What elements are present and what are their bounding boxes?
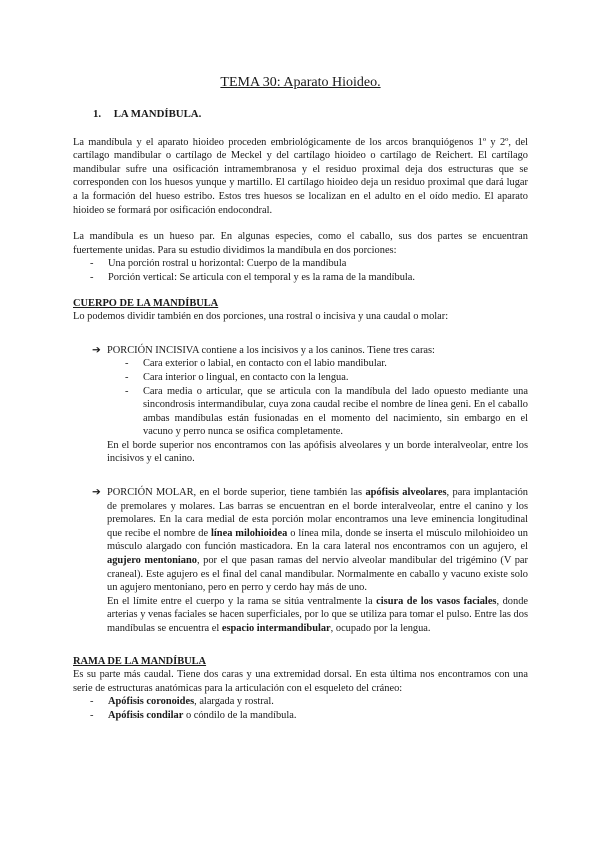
- arrow-icon: ➔: [92, 344, 101, 356]
- heading-rama: RAMA DE LA MANDÍBULA: [73, 655, 207, 667]
- document-page: [73, 74, 528, 723]
- heading-cuerpo: CUERPO DE LA MANDÍBULA: [73, 297, 219, 309]
- term-cisura-vasos-faciales: cisura de los vasos faciales: [376, 595, 497, 607]
- list-item: [125, 357, 528, 371]
- incisiva-after: En el borde superior nos encontramos con las apófisis alveolares y un borde interalveolar, entre los incisivos y el canino.: [107, 439, 528, 465]
- page-title: TEMA 30: Aparato Hioideo.: [220, 75, 381, 90]
- list-item-text: Cara exterior o labial, en contacto con el labio mandibular.: [143, 358, 387, 370]
- section-number: 1.: [93, 108, 102, 120]
- list-item: [90, 271, 528, 285]
- list-item-text: Porción vertical: Se articula con el temporal y es la rama de la mandíbula.: [108, 271, 415, 283]
- portions-list: [73, 257, 528, 284]
- rama-list: [73, 695, 528, 722]
- incisiva-block: [73, 344, 528, 466]
- term-linea-milohioidea: línea milohioidea: [211, 527, 288, 539]
- list-item-text: Cara media o articular, que se articula con la mandíbula del lado opuesto mediante una sincondrosis intermandibular, cuya zona caudal recibe el nombre de línea geni. En el caballo ambas mandíbulas están fusionadas en el momento del nacimiento, sin embargo en el vacuno y perro nunca se osifica completamente.: [143, 385, 528, 438]
- dash-bullet: -: [125, 371, 129, 383]
- incisiva-faces-list: [107, 357, 528, 439]
- term-apofisis-alveolares: apófisis alveolares: [365, 487, 447, 499]
- list-item: - Apófisis coronoides, alargada y rostral.: [90, 696, 274, 708]
- section-heading-mandibula: [93, 108, 528, 122]
- paragraph-cuerpo-intro: Lo podemos dividir también en dos porciones, una rostral o incisiva y una caudal o molar:: [73, 311, 449, 323]
- dash-bullet: -: [125, 385, 129, 397]
- paragraph-embryology: La mandíbula y el aparato hioideo proceden embriológicamente de los arcos branquiógenos 1º y 2º, del cartílago mandibular o cartílago de Meckel y del cartílago hioideo o cartílago de Reichert. El cartílago mandibular sufre una osificación intramembranosa y el residuo proximal deja dos estructuras que se corresponden con los huesos yunque y martillo. El cartílago hioideo deja un residuo proximal que dará lugar a la formación del hueso estribo. Estos tres huesos se localizan en el adulto en el oído medio. El aparato hioideo se formará por osificación endocondral.: [73, 136, 528, 216]
- molar-paragraph-limit: En el límite entre el cuerpo y la rama se sitúa ventralmente la cisura de los vasos faciales, donde arterias y venas faciales se hacen superficiales, por lo que se utiliza para tomar el pulso. Entre las dos mandíbulas se encuentra el espacio intermandibular, ocupado por la lengua.: [107, 595, 529, 634]
- list-item-text: Una porción rostral u horizontal: Cuerpo de la mandíbula: [108, 258, 347, 270]
- dash-bullet: -: [90, 258, 94, 270]
- section-label: LA MANDÍBULA.: [113, 108, 202, 120]
- molar-block: [73, 486, 528, 636]
- paragraph-mandible-intro: La mandíbula es un hueso par. En algunas especies, como el caballo, sus dos partes se encuentran fuertemente unidas. Para su estudio dividimos la mandíbula en dos porciones:: [73, 231, 528, 256]
- term-espacio-intermandibular: espacio intermandibular: [221, 623, 331, 634]
- paragraph-rama-intro: Es su parte más caudal. Tiene dos caras y una extremidad dorsal. En esta última nos encontramos con una serie de estructuras anatómicas para la articulación con el esqueleto del cráneo:: [73, 669, 528, 694]
- list-item: [125, 385, 528, 439]
- list-item-text: Cara interior o lingual, en contacto con la lengua.: [143, 371, 349, 383]
- molar-paragraph: PORCIÓN MOLAR, en el borde superior, tiene también las apófisis alveolares, para implantación de premolares y molares. Las barras se encuentran en el borde interalveolar, entre el canino y los premolares. En la cara medial de esta porción molar encontramos una leve eminencia longitudinal que recibe el nombre de línea milohioidea o línea mila, donde se inserta el músculo milohioideo un músculo alargado con función masticadora. En la cara lateral nos encontramos con un agujero, el agujero mentoniano, por el que pasan ramas del nervio alveolar mandibular del trigémino (V par craneal). Este agujero es el final del canal mandibular. Normalmente en caballo y vacuno existe solo un agujero mentoniano, pero en perro y cerdo hay más de uno.: [107, 487, 529, 594]
- dash-bullet: -: [90, 696, 94, 708]
- term-apofisis-coronoides: Apófisis coronoides: [108, 696, 195, 708]
- dash-bullet: -: [90, 709, 94, 721]
- term-agujero-mentoniano: agujero mentoniano: [107, 555, 197, 567]
- list-item: - Apófisis condilar o cóndilo de la mandíbula.: [90, 709, 297, 721]
- term-apofisis-condilar: Apófisis condilar: [108, 709, 184, 721]
- arrow-icon: ➔: [92, 487, 101, 499]
- list-item: [125, 371, 528, 385]
- dash-bullet: -: [125, 358, 129, 370]
- dash-bullet: -: [90, 271, 94, 283]
- incisiva-lead: PORCIÓN INCISIVA contiene a los incisivos y a los caninos. Tiene tres caras:: [107, 344, 435, 356]
- list-item: [90, 257, 528, 271]
